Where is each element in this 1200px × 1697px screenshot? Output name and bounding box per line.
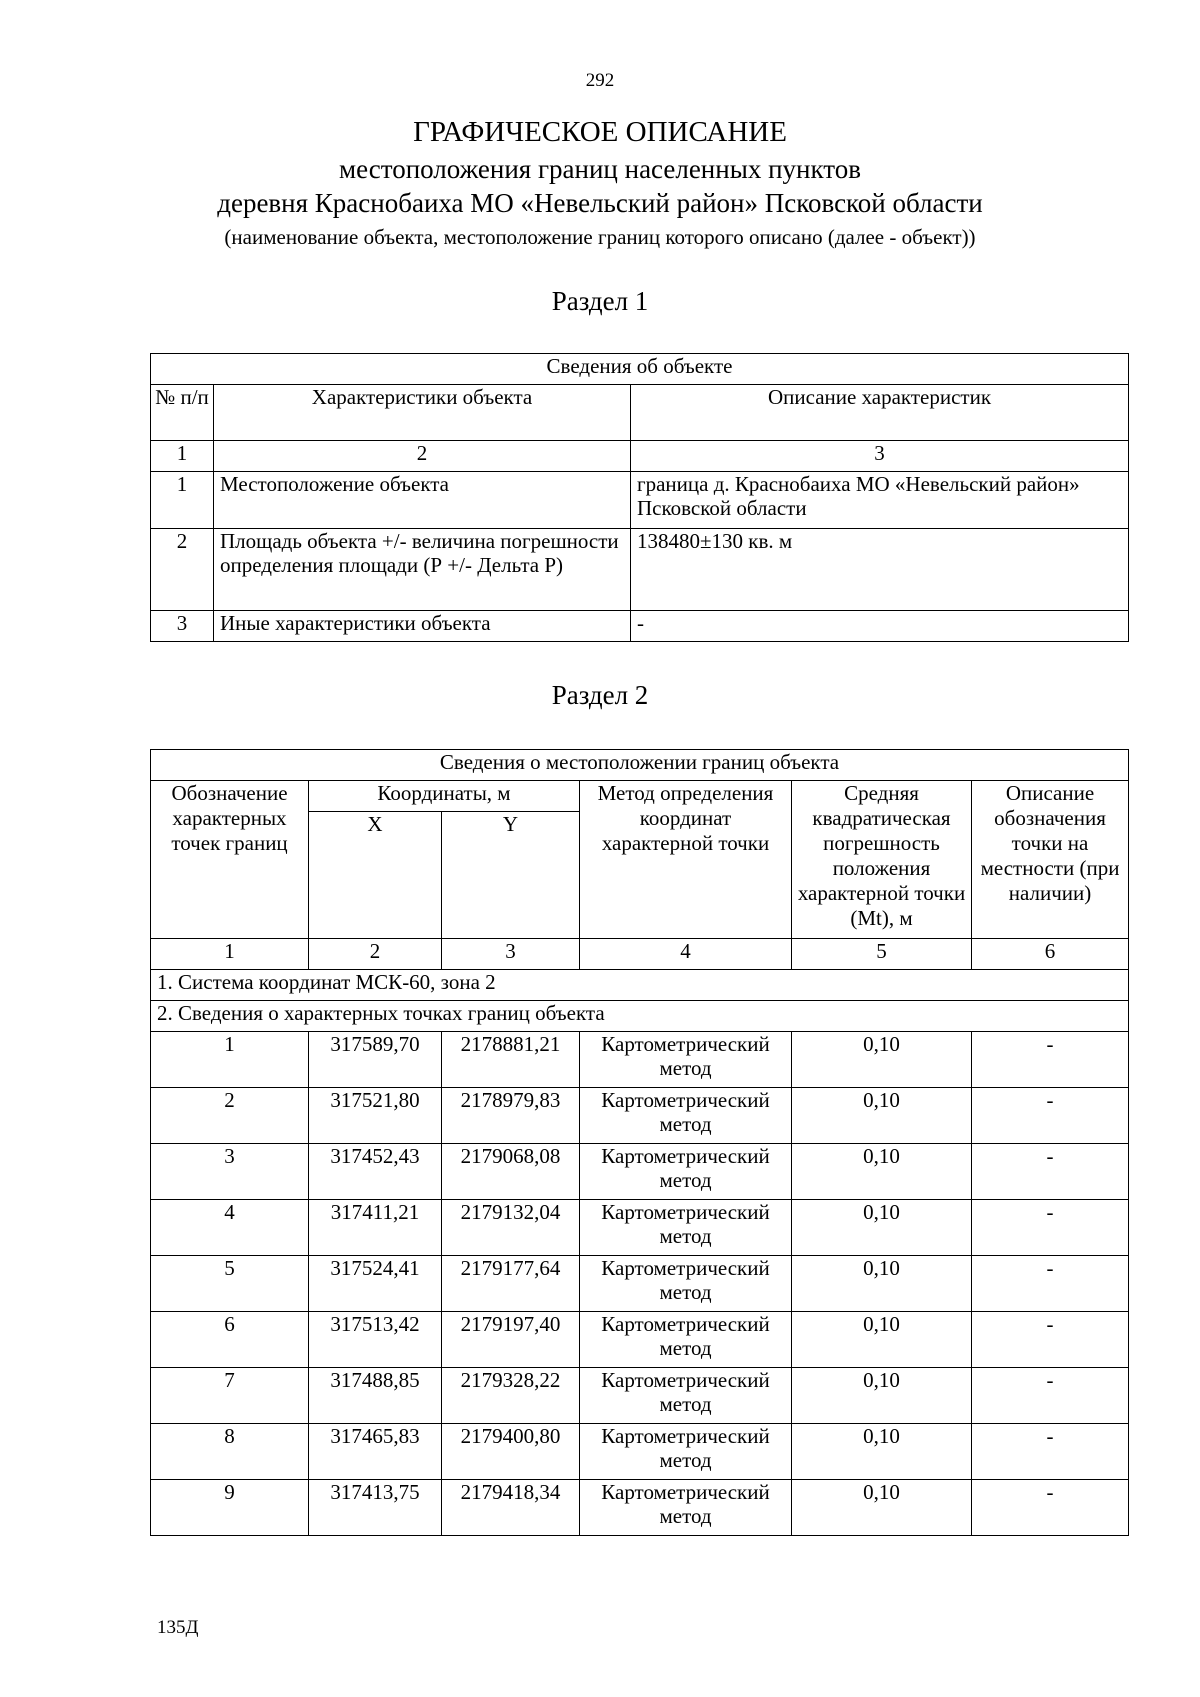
coord-y: 2179418,34	[442, 1480, 580, 1536]
header-coords: Координаты, м	[309, 781, 580, 812]
point-id: 2	[151, 1088, 309, 1144]
coord-y: 2179197,40	[442, 1312, 580, 1368]
header-description: Описание характеристик	[631, 385, 1129, 441]
method: Картометрический метод	[580, 1144, 792, 1200]
coord-x: 317524,41	[309, 1256, 442, 1312]
mt-error: 0,10	[792, 1424, 972, 1480]
document-subtitle: местоположения границ населенных пунктов	[339, 154, 861, 184]
coord-x: 317452,43	[309, 1144, 442, 1200]
mt-error: 0,10	[792, 1368, 972, 1424]
coord-y: 2179132,04	[442, 1200, 580, 1256]
point-id: 9	[151, 1480, 309, 1536]
header-desc: Описание обозначения точки на местности (при наличии)	[972, 781, 1129, 939]
method: Картометрический метод	[580, 1312, 792, 1368]
row-num: 1	[151, 472, 214, 529]
object-info-table	[150, 353, 1129, 642]
table-row	[151, 1200, 1129, 1256]
mt-error: 0,10	[792, 1256, 972, 1312]
coord-y: 2179068,08	[442, 1144, 580, 1200]
col-number: 2	[309, 939, 442, 970]
row-characteristic: Местоположение объекта	[214, 472, 631, 529]
point-desc: -	[972, 1088, 1129, 1144]
section1-title: Раздел 1	[551, 286, 649, 316]
table-row	[151, 1256, 1129, 1312]
coord-y: 2179177,64	[442, 1256, 580, 1312]
point-id: 6	[151, 1312, 309, 1368]
page-number: 292	[585, 70, 615, 91]
coord-y: 2179400,80	[442, 1424, 580, 1480]
coord-x: 317513,42	[309, 1312, 442, 1368]
points-body	[151, 1032, 1129, 1536]
table-row	[151, 472, 1129, 529]
coordinate-system-row: 1. Система координат МСК-60, зона 2	[151, 970, 1129, 1001]
boundary-points-table	[150, 749, 1129, 1536]
header-point: Обозначение характерных точек границ	[151, 781, 309, 939]
coord-y: 2178979,83	[442, 1088, 580, 1144]
point-desc: -	[972, 1368, 1129, 1424]
section2-title: Раздел 2	[551, 680, 649, 710]
point-id: 3	[151, 1144, 309, 1200]
mt-error: 0,10	[792, 1312, 972, 1368]
points-section-row: 2. Сведения о характерных точках границ объекта	[151, 1001, 1129, 1032]
col-number: 4	[580, 939, 792, 970]
header-method: Метод определения координат характерной точки	[580, 781, 792, 939]
point-id: 1	[151, 1032, 309, 1088]
header-characteristic: Характеристики объекта	[214, 385, 631, 441]
header-num: № п/п	[151, 385, 214, 441]
method: Картометрический метод	[580, 1088, 792, 1144]
table-row	[151, 1368, 1129, 1424]
table-row	[151, 1032, 1129, 1088]
method: Картометрический метод	[580, 1368, 792, 1424]
coord-x: 317411,21	[309, 1200, 442, 1256]
col-number: 3	[442, 939, 580, 970]
col-number: 1	[151, 441, 214, 472]
col-number: 1	[151, 939, 309, 970]
point-desc: -	[972, 1312, 1129, 1368]
mt-error: 0,10	[792, 1144, 972, 1200]
coord-x: 317488,85	[309, 1368, 442, 1424]
mt-error: 0,10	[792, 1032, 972, 1088]
table-row	[151, 1144, 1129, 1200]
point-desc: -	[972, 1424, 1129, 1480]
table-row	[151, 1424, 1129, 1480]
object-note: (наименование объекта, местоположение границ которого описано (далее - объект))	[224, 225, 976, 249]
point-desc: -	[972, 1256, 1129, 1312]
col-number: 5	[792, 939, 972, 970]
table-row	[151, 611, 1129, 642]
point-desc: -	[972, 1200, 1129, 1256]
coord-x: 317413,75	[309, 1480, 442, 1536]
table-row	[151, 1088, 1129, 1144]
method: Картометрический метод	[580, 1256, 792, 1312]
mt-error: 0,10	[792, 1480, 972, 1536]
coord-y: 2178881,21	[442, 1032, 580, 1088]
row-num: 3	[151, 611, 214, 642]
object-name: деревня Краснобаиха МО «Невельский район» Псковской области	[217, 188, 983, 218]
point-id: 8	[151, 1424, 309, 1480]
col-number: 2	[214, 441, 631, 472]
point-id: 7	[151, 1368, 309, 1424]
col-number: 6	[972, 939, 1129, 970]
method: Картометрический метод	[580, 1480, 792, 1536]
coord-x: 317465,83	[309, 1424, 442, 1480]
table-row	[151, 529, 1129, 611]
table-row	[151, 1480, 1129, 1536]
row-description: граница д. Краснобаиха МО «Невельский район» Псковской области	[631, 472, 1129, 529]
table2-caption: Сведения о местоположении границ объекта	[151, 750, 1129, 781]
table-row	[151, 1312, 1129, 1368]
row-num: 2	[151, 529, 214, 611]
row-description: 138480±130 кв. м	[631, 529, 1129, 611]
footer-code: 135Д	[157, 1617, 199, 1638]
point-desc: -	[972, 1480, 1129, 1536]
method: Картометрический метод	[580, 1032, 792, 1088]
mt-error: 0,10	[792, 1200, 972, 1256]
row-description: -	[631, 611, 1129, 642]
coord-x: 317521,80	[309, 1088, 442, 1144]
header-error: Средняя квадратическая погрешность положения характерной точки (Mt), м	[792, 781, 972, 939]
point-desc: -	[972, 1144, 1129, 1200]
point-id: 4	[151, 1200, 309, 1256]
document-title: ГРАФИЧЕСКОЕ ОПИСАНИЕ	[413, 116, 787, 148]
mt-error: 0,10	[792, 1088, 972, 1144]
point-id: 5	[151, 1256, 309, 1312]
header-x: X	[309, 812, 442, 939]
table1-caption: Сведения об объекте	[151, 354, 1129, 385]
row-characteristic: Иные характеристики объекта	[214, 611, 631, 642]
header-y: Y	[442, 812, 580, 939]
col-number: 3	[631, 441, 1129, 472]
coord-x: 317589,70	[309, 1032, 442, 1088]
method: Картометрический метод	[580, 1200, 792, 1256]
method: Картометрический метод	[580, 1424, 792, 1480]
coord-y: 2179328,22	[442, 1368, 580, 1424]
row-characteristic: Площадь объекта +/- величина погрешности определения площади (Р +/- Дельта Р)	[214, 529, 631, 611]
point-desc: -	[972, 1032, 1129, 1088]
